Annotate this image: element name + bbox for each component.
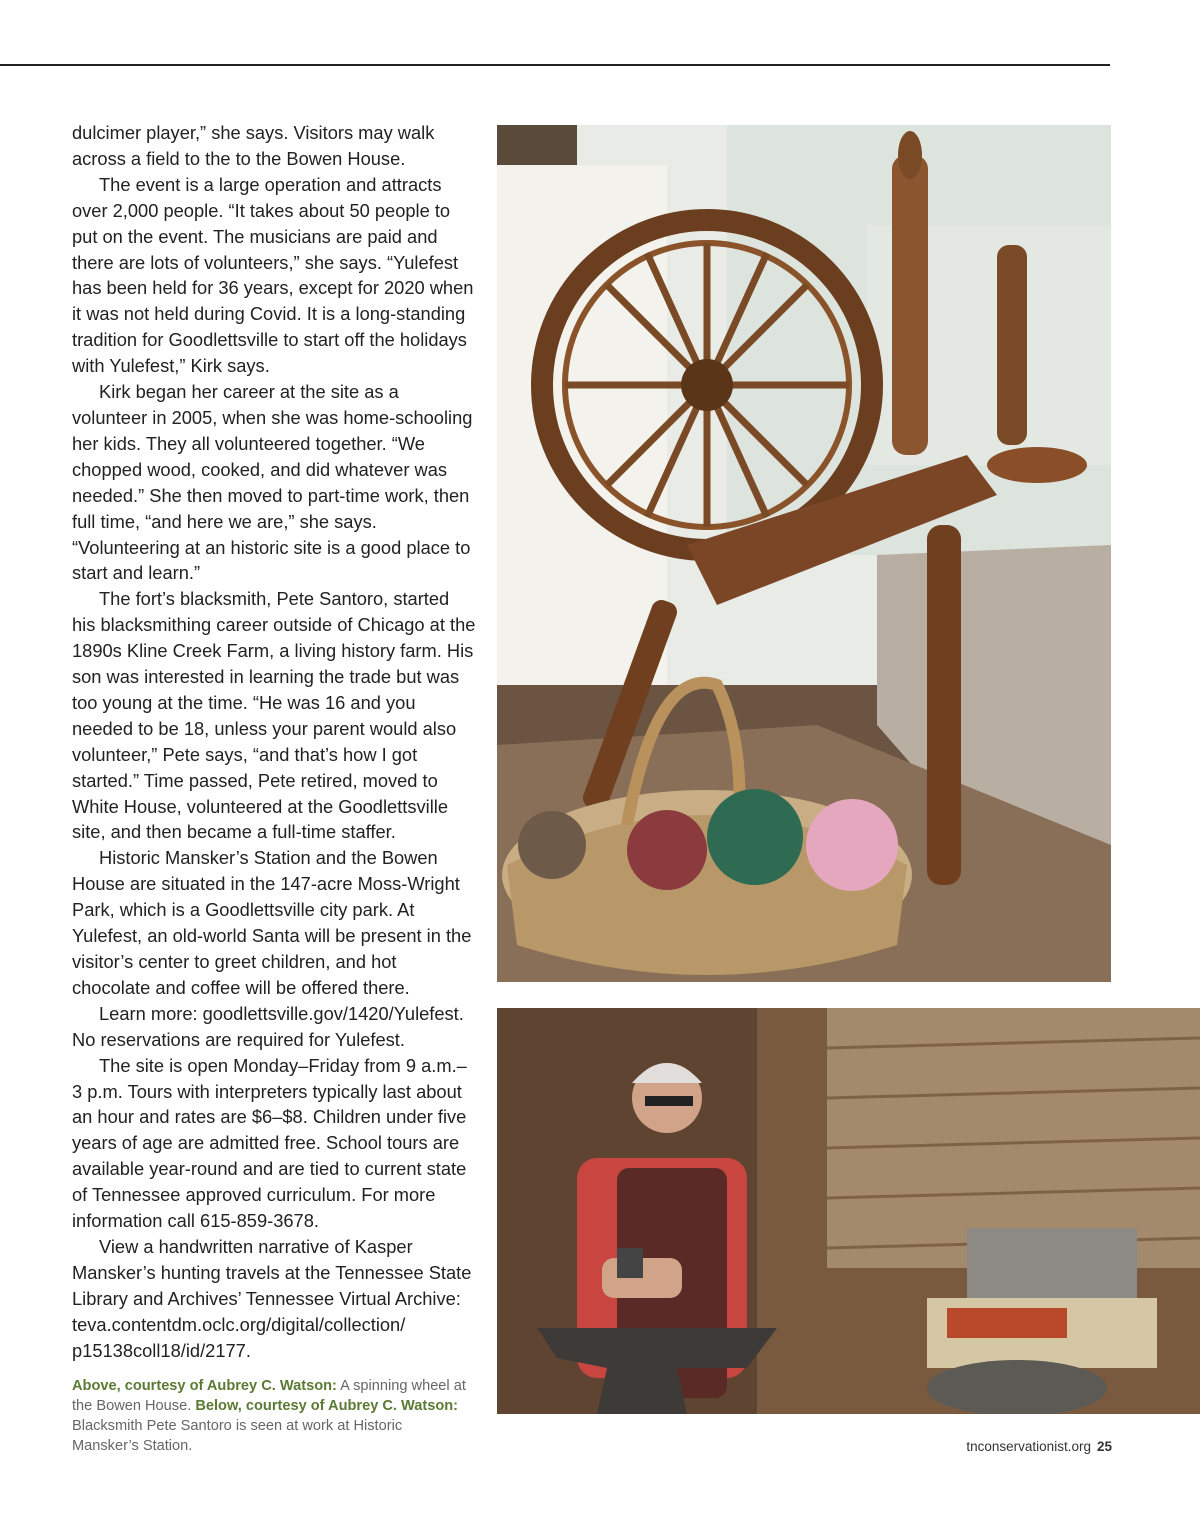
paragraph-6: Learn more: goodlettsville.gov/1420/Yulefest. No reservations are required for Yulefest. [72, 1002, 464, 1050]
paragraph-4: The fort’s blacksmith, Pete Santoro, started his blacksmithing career outside of Chicago at the 1890s Kline Creek Farm, a living history farm. His son was interested in learning the trade but was too young at the time. “He was 16 and you needed to be 18, unless your parent would also volunteer,” Pete says, “and that’s how I got started.” Time passed, Pete retired, moved to White House, volunteered at the Goodlettsville site, and then became a full-time staffer. [72, 588, 476, 843]
paragraph-5: Historic Mansker’s Station and the Bowen House are situated in the 147-acre Moss-Wright Park, which is a Goodlettsville city park. At Yulefest, an old-world Santa will be present in the visitor’s center to greet children, and hot chocolate and coffee will be offered there. [72, 847, 472, 998]
paragraph-1: dulcimer player,” she says. Visitors may walk across a field to the to the Bowen House. [72, 122, 435, 169]
header-rule [0, 64, 1110, 66]
caption-text-below: Blacksmith Pete Santoro is seen at work at Historic Mansker’s Station. [72, 1418, 403, 1454]
article-body [72, 120, 477, 1364]
caption-credit-above: Above, courtesy of Aubrey C. Watson: [72, 1378, 337, 1394]
spinning-wheel-photo [497, 125, 1111, 982]
blacksmith-photo [497, 1008, 1200, 1414]
page-number: 25 [1096, 1439, 1112, 1454]
footer-site: tnconservationist.org [966, 1439, 1091, 1454]
paragraph-7: The site is open Monday–Friday from 9 a.m.– 3 p.m. Tours with interpreters typically last about an hour and rates are $6–$8. Children under five years of age are admitted free. School tours are available year-round and are tied to current state of Tennessee approved curriculum. For more information call 615-859-3678. [72, 1054, 467, 1232]
paragraph-8: View a handwritten narrative of Kasper Mansker’s hunting travels at the Tennessee State Library and Archives’ Tennessee Virtual Archive: teva.contentdm.oclc.org/digital/collection/ p15138coll18/id/2177. [72, 1235, 472, 1361]
paragraph-2: The event is a large operation and attracts over 2,000 people. “It takes about 50 people to put on the event. The musicians are paid and there are lots of volunteers,” she says. “Yulefest has been held for 36 years, except for 2020 when it was not held during Covid. It is a long-standing tradition for Goodlettsville to start off the holidays with Yulefest,” Kirk says. [72, 173, 474, 377]
photo-caption [72, 1376, 472, 1456]
caption-credit-below: Below, courtesy of Aubrey C. Watson: [195, 1398, 459, 1414]
paragraph-3: Kirk began her career at the site as a volunteer in 2005, when she was home-schooling her kids. They all volunteered together. “We chopped wood, cooked, and did whatever was needed.” She then moved to part-time work, then full time, “and here we are,” she says. “Volunteering at an historic site is a good place to start and learn.” [72, 381, 473, 584]
page-footer [966, 1439, 1112, 1454]
caption-text-above: A spinning wheel at the Bowen House. [72, 1378, 466, 1414]
